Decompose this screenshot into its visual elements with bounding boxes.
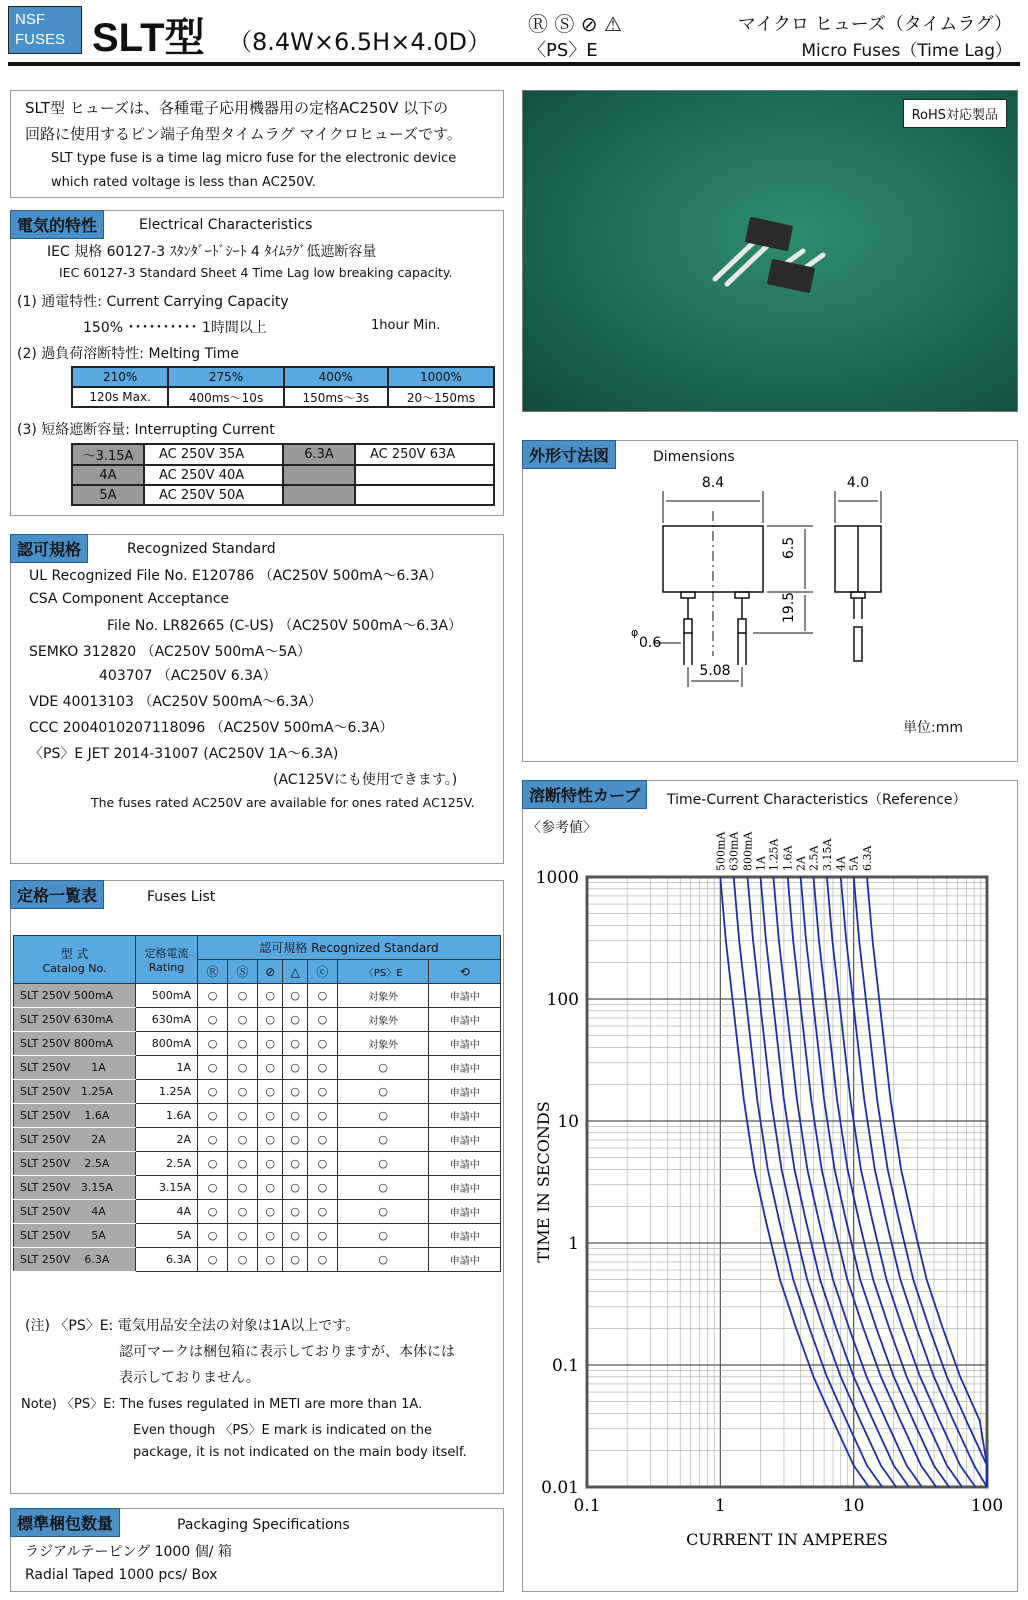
ic-rating: 6.3A <box>283 444 355 465</box>
melting-value: 120s Max. <box>72 387 168 407</box>
melting-table <box>71 366 495 408</box>
fuse-rating: 3.15A <box>136 1176 198 1200</box>
fuse-std-mark: ○ <box>198 1200 228 1224</box>
packaging-en: Radial Taped 1000 pcs/ Box <box>25 1567 218 1583</box>
fuse-rating: 2.5A <box>136 1152 198 1176</box>
fuse-std-mark: ○ <box>198 1128 228 1152</box>
fuse-row <box>14 1104 501 1128</box>
fuse-std-mark: ○ <box>228 1224 258 1248</box>
cc-value: 150% ･･････････ 1時間以上 <box>83 320 267 336</box>
melting-head: 1000% <box>388 367 494 387</box>
fuse-rating: 800mA <box>136 1032 198 1056</box>
fuse-std-mark: ○ <box>228 1056 258 1080</box>
curve-series-line <box>854 877 987 1487</box>
melting-value: 150ms〜3s <box>284 387 388 407</box>
x-axis-label: CURRENT IN AMPERES <box>686 1530 888 1549</box>
ic-value <box>355 465 494 485</box>
fuse-std-mark: ○ <box>337 1080 429 1104</box>
fuse-std-mark: ○ <box>258 1128 283 1152</box>
fuse-std-mark: 申請中 <box>429 1008 501 1032</box>
curve-series-label: 1A <box>754 856 768 871</box>
fuse-std-mark: ○ <box>198 1104 228 1128</box>
recognized-title: 認可規格 <box>10 534 88 563</box>
curve-series-label: 3.15A <box>820 838 834 871</box>
fuse-std-mark: ○ <box>258 1200 283 1224</box>
x-tick-label: 0.1 <box>573 1496 601 1516</box>
iec-en: IEC 60127-3 Standard Sheet 4 Time Lag low breaking capacity. <box>59 265 453 280</box>
col-rating <box>136 936 198 984</box>
fuse-rating: 1A <box>136 1056 198 1080</box>
fuse-std-mark: 申請中 <box>429 1056 501 1080</box>
fuse-std-mark: ○ <box>258 1224 283 1248</box>
fuse-std-mark: ○ <box>283 1056 307 1080</box>
fuse-std-mark: ○ <box>337 1224 429 1248</box>
fuse-std-mark: ○ <box>258 1176 283 1200</box>
curve-series-label: 2.5A <box>807 845 821 871</box>
ic-value: AC 250V 40A <box>144 465 283 485</box>
chart-note: 〈参考値〉 <box>527 820 597 836</box>
chart-title: 溶断特性カーブ <box>522 780 647 809</box>
dim-width: 8.4 <box>701 475 725 491</box>
fuse-std-mark: ○ <box>198 1056 228 1080</box>
fuse-std-mark: ○ <box>228 1200 258 1224</box>
fuse-std-mark: 申請中 <box>429 1152 501 1176</box>
fuse-rating: 1.6A <box>136 1104 198 1128</box>
recognized-line: 403707 （AC250V 6.3A） <box>99 668 277 684</box>
fuse-std-mark: ○ <box>307 1152 337 1176</box>
col-catalog-en: Catalog No. <box>42 961 107 975</box>
fuse-std-mark: 申請中 <box>429 1224 501 1248</box>
badge-line2: FUSES <box>15 31 66 48</box>
ic-value: AC 250V 50A <box>144 485 283 505</box>
fuse-rating: 5A <box>136 1224 198 1248</box>
fuse-std-mark: ○ <box>258 1032 283 1056</box>
fuse-row <box>14 1128 501 1152</box>
fuse-catalog: SLT 250V 5A <box>14 1224 136 1248</box>
badge-line1: NSF <box>15 11 45 28</box>
fuse-std-mark: ○ <box>258 984 283 1008</box>
fuse-rating: 4A <box>136 1200 198 1224</box>
packaging-subtitle: Packaging Specifications <box>177 1517 350 1533</box>
fuse-std-mark: ○ <box>258 1008 283 1032</box>
x-tick-label: 1 <box>714 1496 726 1516</box>
x-tick-label: 100 <box>970 1496 1004 1516</box>
y-tick-label: 0.1 <box>551 1356 579 1376</box>
ic-rating <box>283 465 355 485</box>
note-en-2: Even though 〈PS〉E mark is indicated on the <box>133 1423 432 1438</box>
fuse-rating: 6.3A <box>136 1248 198 1272</box>
fuse-rating: 1.25A <box>136 1080 198 1104</box>
fuse-std-mark: 対象外 <box>337 1008 429 1032</box>
chart-subtitle: Time-Current Characteristics（Reference） <box>667 792 967 808</box>
col-catalog <box>14 936 136 984</box>
fuse-std-mark: ○ <box>283 1152 307 1176</box>
melting-value: 400ms〜10s <box>168 387 284 407</box>
y-tick-label: 100 <box>546 990 579 1010</box>
fuse-std-mark: ○ <box>337 1128 429 1152</box>
intro-box <box>10 90 504 198</box>
header-rule <box>8 62 1020 66</box>
cc-title: (1) 通電特性: Current Carrying Capacity <box>17 294 289 310</box>
fuse-std-mark: ○ <box>283 1104 307 1128</box>
y-tick-label: 10 <box>557 1112 579 1132</box>
fuse-std-mark: ○ <box>228 1176 258 1200</box>
ic-title: (3) 短絡遮断容量: Interrupting Current <box>17 422 275 438</box>
fuse-std-mark: ○ <box>283 1200 307 1224</box>
fuse-std-mark: ○ <box>198 1152 228 1176</box>
model-title: SLT型 <box>92 16 205 60</box>
cert-marks-row1: Ⓡ Ⓢ ⊘ ⚠ <box>528 12 622 36</box>
fuse-std-mark: ○ <box>198 984 228 1008</box>
fuse-std-mark: ○ <box>198 1224 228 1248</box>
fuse-std-mark: ○ <box>337 1152 429 1176</box>
dimensions-box <box>522 440 1018 762</box>
col-rating-en: Rating <box>148 961 185 974</box>
fuse-std-mark: ○ <box>307 1248 337 1272</box>
y-tick-label: 0.01 <box>541 1478 579 1498</box>
fuse-catalog: SLT 250V 6.3A <box>14 1248 136 1272</box>
curve-series-label: 4A <box>834 856 848 871</box>
fuse-std-mark: ○ <box>337 1200 429 1224</box>
ul-mark-icon: Ⓡ <box>198 960 228 984</box>
packaging-title: 標準梱包数量 <box>10 1508 120 1537</box>
chart-box <box>522 780 1018 1592</box>
fuse-std-mark: ○ <box>198 1248 228 1272</box>
fuse-rating: 630mA <box>136 1008 198 1032</box>
fuse-std-mark: ○ <box>337 1056 429 1080</box>
fuse-std-mark: ○ <box>337 1104 429 1128</box>
interrupting-table <box>71 443 495 506</box>
fuse-std-mark: ○ <box>283 1032 307 1056</box>
cert-marks-row2: 〈PS〉E <box>528 40 598 61</box>
ic-rating <box>283 485 355 505</box>
note-jp-1: (注) 〈PS〉E: 電気用品安全法の対象は1A以上です。 <box>25 1318 360 1334</box>
fuse-std-mark: ○ <box>283 1128 307 1152</box>
ic-value: AC 250V 63A <box>355 444 494 465</box>
curve-series-label: 6.3A <box>861 845 875 871</box>
fuse-std-mark: ○ <box>307 984 337 1008</box>
electrical-box <box>10 210 504 516</box>
fuse-std-mark: ○ <box>283 1176 307 1200</box>
recognized-line: (AC125Vにも使用できます。) <box>273 772 458 788</box>
melting-head: 400% <box>284 367 388 387</box>
fuse-std-mark: ○ <box>198 1008 228 1032</box>
intro-en-1: SLT type fuse is a time lag micro fuse for the electronic device <box>51 151 457 166</box>
fuse-std-mark: ○ <box>228 1248 258 1272</box>
fuse-row <box>14 1056 501 1080</box>
electrical-subtitle: Electrical Characteristics <box>139 217 313 233</box>
recognized-line: VDE 40013103 （AC250V 500mA〜6.3A） <box>29 694 322 710</box>
fuse-row <box>14 984 501 1008</box>
curve-series-label: 2A <box>794 856 808 871</box>
ic-rating: 4A <box>72 465 144 485</box>
ccc-mark-icon: ⓒ <box>307 960 337 984</box>
curve-series-label: 500mA <box>714 831 728 871</box>
x-tick-label: 10 <box>842 1496 865 1516</box>
fuse-rating: 2A <box>136 1128 198 1152</box>
fuse-std-mark: 対象外 <box>337 1032 429 1056</box>
fuse-std-mark: 対象外 <box>337 984 429 1008</box>
fuse-catalog: SLT 250V 630mA <box>14 1008 136 1032</box>
fuses-list-title: 定格一覧表 <box>10 880 104 909</box>
fuses-list-box <box>10 880 504 1494</box>
fuse-std-mark: ○ <box>258 1248 283 1272</box>
ic-value <box>355 485 494 505</box>
fuse-std-mark: 申請中 <box>429 984 501 1008</box>
col-catalog-jp: 型 式 <box>60 946 89 961</box>
fuse-std-mark: ○ <box>228 1104 258 1128</box>
curve-series-label: 5A <box>847 856 861 871</box>
intro-jp-2: 回路に使用するピン端子角型タイムラグ マイクロヒューズです。 <box>25 125 462 143</box>
dim-height: 6.5 <box>781 536 797 559</box>
recognized-line: CSA Component Acceptance <box>29 591 230 607</box>
note-en-1: Note) 〈PS〉E: The fuses regulated in METI are more than 1A. <box>21 1397 423 1412</box>
fuse-catalog: SLT 250V 2.5A <box>14 1152 136 1176</box>
dim-dia-symbol: φ <box>631 626 639 639</box>
fuse-catalog: SLT 250V 1A <box>14 1056 136 1080</box>
title-en: Micro Fuses（Time Lag） <box>801 41 1012 61</box>
front-leg-left <box>681 592 695 598</box>
fuse-std-mark: ○ <box>198 1080 228 1104</box>
fuse-std-mark: ○ <box>337 1248 429 1272</box>
semko-mark-icon: ⊘ <box>258 960 283 984</box>
fuse-catalog: SLT 250V 800mA <box>14 1032 136 1056</box>
fuse-std-mark: ○ <box>283 1224 307 1248</box>
dimension-drawing <box>523 441 1019 763</box>
col-standard: 認可規格 Recognized Standard <box>198 936 501 960</box>
fuse-std-mark: ○ <box>307 1200 337 1224</box>
dim-depth: 4.0 <box>846 475 870 491</box>
fuse-catalog: SLT 250V 1.25A <box>14 1080 136 1104</box>
fuse-catalog: SLT 250V 4A <box>14 1200 136 1224</box>
fuse-row <box>14 1080 501 1104</box>
y-tick-label: 1 <box>568 1234 579 1254</box>
model-dims: （8.4W×6.5H×4.0D） <box>228 28 491 56</box>
fuse-catalog: SLT 250V 1.6A <box>14 1104 136 1128</box>
fuses-list-subtitle: Fuses List <box>147 889 216 905</box>
fuse-std-mark: 申請中 <box>429 1176 501 1200</box>
dim-diameter: 0.6 <box>639 635 662 651</box>
recognized-line: SEMKO 312820 （AC250V 500mA〜5A） <box>29 644 311 660</box>
fuses-table <box>13 935 501 1272</box>
recognized-line: File No. LR82665 (C-US) （AC250V 500mA〜6.3A） <box>107 618 463 634</box>
ic-rating: 5A <box>72 485 144 505</box>
fuse-std-mark: ○ <box>258 1152 283 1176</box>
fuse-catalog: SLT 250V 2A <box>14 1128 136 1152</box>
fuse-std-mark: ○ <box>307 1056 337 1080</box>
packaging-box <box>10 1508 504 1592</box>
melting-head: 275% <box>168 367 284 387</box>
fuse-std-mark: ○ <box>283 1248 307 1272</box>
mt-title: (2) 過負荷溶断特性: Melting Time <box>17 346 239 362</box>
fuse-std-mark: ○ <box>307 1176 337 1200</box>
fuse-row <box>14 1224 501 1248</box>
electrical-title: 電気的特性 <box>10 210 104 239</box>
fuse-std-mark: 申請中 <box>429 1200 501 1224</box>
fuse-rating: 500mA <box>136 984 198 1008</box>
time-current-chart <box>523 781 1019 1593</box>
fuse-std-mark: 申請中 <box>429 1128 501 1152</box>
recognized-line: The fuses rated AC250V are available for ones rated AC125V. <box>91 795 475 810</box>
melting-head: 210% <box>72 367 168 387</box>
fuse-std-mark: ○ <box>228 1152 258 1176</box>
cc-en: 1hour Min. <box>371 318 441 333</box>
melting-value: 20〜150ms <box>388 387 494 407</box>
fuse-std-mark: 申請中 <box>429 1104 501 1128</box>
fuse-std-mark: 申請中 <box>429 1248 501 1272</box>
intro-en-2: which rated voltage is less than AC250V. <box>51 175 316 190</box>
csa-mark-icon: Ⓢ <box>228 960 258 984</box>
fuse-std-mark: 申請中 <box>429 1080 501 1104</box>
fuse-std-mark: ○ <box>228 984 258 1008</box>
curve-series-label: 1.6A <box>781 845 795 871</box>
fuse-std-mark: ○ <box>198 1032 228 1056</box>
y-axis-label: TIME IN SECONDS <box>534 1101 553 1263</box>
recognized-line: CCC 2004010207118096 （AC250V 500mA〜6.3A） <box>29 720 394 736</box>
fuse-std-mark: ○ <box>258 1104 283 1128</box>
fuse-photo-illustration <box>523 91 1018 412</box>
pse-mark-icon: 〈PS〉E <box>337 960 429 984</box>
dim-pitch: 5.08 <box>699 663 731 679</box>
fuse-std-mark: ○ <box>307 1104 337 1128</box>
title-jp: マイクロ ヒューズ（タイムラグ） <box>737 14 1012 35</box>
fuse-catalog: SLT 250V 3.15A <box>14 1176 136 1200</box>
dimensions-title: 外形寸法図 <box>522 440 616 469</box>
product-photo <box>522 90 1018 412</box>
fuse-std-mark: 申請中 <box>429 1032 501 1056</box>
note-jp-2: 認可マークは梱包箱に表示しておりますが、本体には <box>119 1344 455 1360</box>
fuse-std-mark: ○ <box>258 1080 283 1104</box>
ic-rating: 〜3.15A <box>72 444 144 465</box>
fuse-std-mark: ○ <box>283 1008 307 1032</box>
recognized-box <box>10 534 504 864</box>
fuse-row <box>14 1176 501 1200</box>
fuse-std-mark: ○ <box>283 1080 307 1104</box>
rohs-badge: RoHS対応製品 <box>903 99 1007 128</box>
fuse-std-mark: ○ <box>228 1080 258 1104</box>
curve-series-label: 1.25A <box>767 838 781 871</box>
fuse-std-mark: ○ <box>228 1128 258 1152</box>
fuse-std-mark: ○ <box>198 1176 228 1200</box>
fuse-std-mark: ○ <box>307 1080 337 1104</box>
note-en-3: package, it is not indicated on the main body itself. <box>133 1445 467 1460</box>
curve-series-line <box>867 877 987 1487</box>
dim-lead: 19.5 <box>781 591 797 623</box>
note-jp-3: 表示しておりません。 <box>119 1370 260 1386</box>
recognized-line: 〈PS〉E JET 2014-31007 (AC250V 1A〜6.3A) <box>29 746 339 762</box>
iec-jp: IEC 規格 60127-3 ｽﾀﾝﾀﾞｰﾄﾞｼｰﾄ 4 ﾀｲﾑﾗｸﾞ低遮断容量 <box>47 244 377 260</box>
fuse-row <box>14 1248 501 1272</box>
curve-series-label: 630mA <box>727 831 741 871</box>
y-tick-label: 1000 <box>535 868 579 888</box>
fuse-std-mark: ○ <box>228 1008 258 1032</box>
fuse-row <box>14 1008 501 1032</box>
dimensions-subtitle: Dimensions <box>653 449 735 465</box>
fuse-std-mark: ○ <box>307 1224 337 1248</box>
fuse-std-mark: ○ <box>337 1176 429 1200</box>
fuse-catalog: SLT 250V 500mA <box>14 984 136 1008</box>
fuse-std-mark: ○ <box>307 1128 337 1152</box>
col-rating-jp: 定格電流 <box>144 947 189 960</box>
plot-frame <box>587 877 987 1487</box>
fuse-row <box>14 1032 501 1056</box>
fuse-std-mark: ○ <box>283 984 307 1008</box>
packaging-jp: ラジアルテーピング 1000 個/ 箱 <box>25 1544 232 1560</box>
curve-series-label: 800mA <box>741 831 755 871</box>
fuse-std-mark: ○ <box>307 1032 337 1056</box>
kc-mark-icon: ⟲ <box>429 960 501 984</box>
ic-value: AC 250V 35A <box>144 444 283 465</box>
fuse-row <box>14 1200 501 1224</box>
fuse-row <box>14 1152 501 1176</box>
recognized-subtitle: Recognized Standard <box>127 541 276 557</box>
dim-unit: 単位:mm <box>903 720 963 736</box>
fuse-std-mark: ○ <box>307 1008 337 1032</box>
intro-jp-1: SLT型 ヒューズは、各種電子応用機器用の定格AC250V 以下の <box>25 99 449 117</box>
recognized-line: UL Recognized File No. E120786 （AC250V 500mA〜6.3A） <box>29 568 443 584</box>
fuse-std-mark: ○ <box>228 1032 258 1056</box>
header-badge <box>8 6 82 54</box>
fuse-std-mark: ○ <box>258 1056 283 1080</box>
vde-mark-icon: △ <box>283 960 307 984</box>
front-leg-right <box>735 592 749 598</box>
